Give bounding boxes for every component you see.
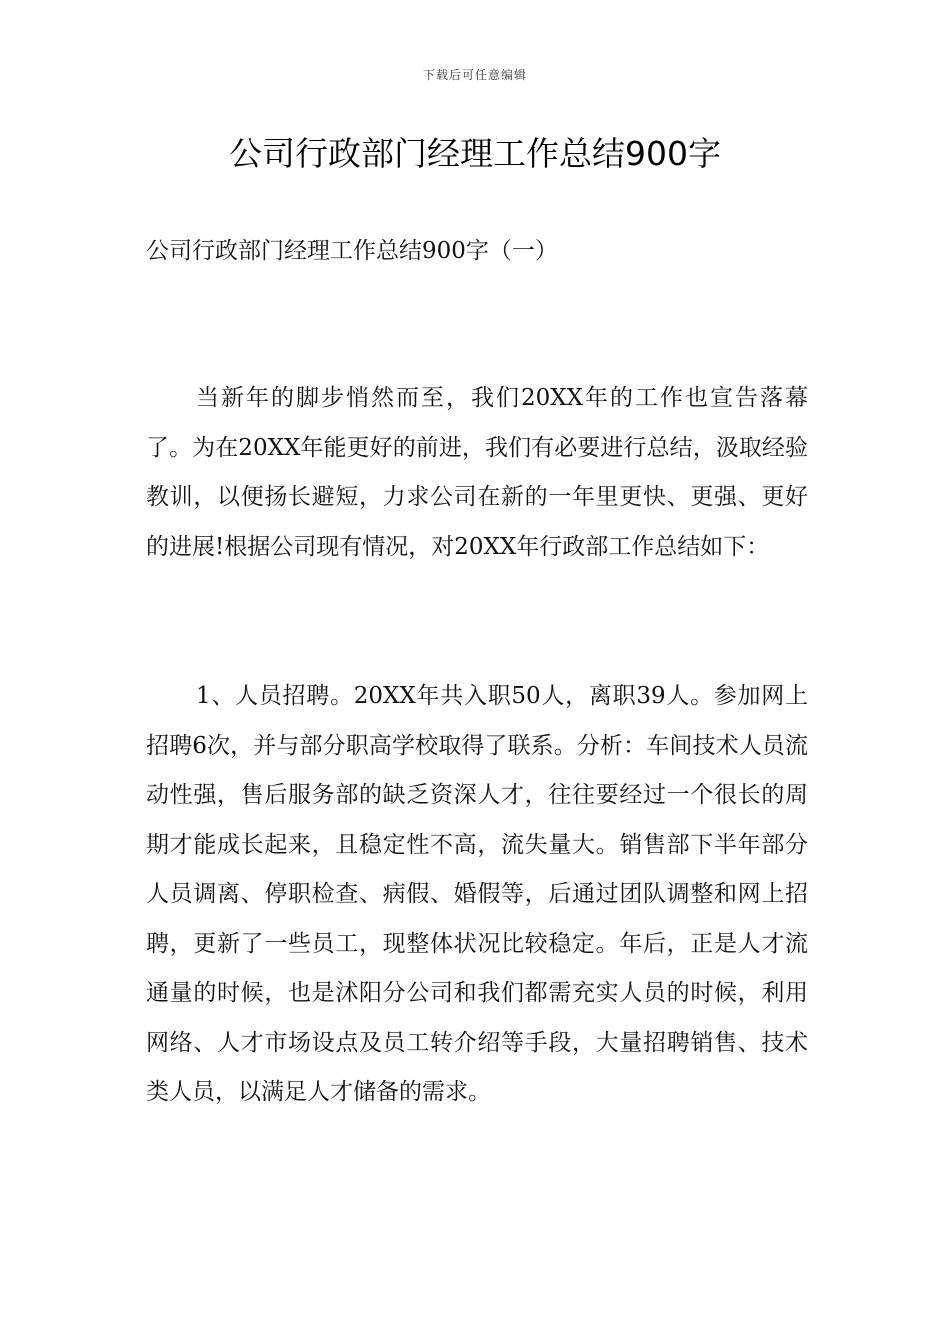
paragraph-intro: 当新年的脚步悄然而至，我们20XX年的工作也宣告落幕了。为在20XX年能更好的前进，我们有必要进行总结，汲取经验教训，以便扬长避短，力求公司在新的一年里更快、更强、更好的进展!根据公司现有情况，对20XX年行政部工作总结如下： — [146, 385, 808, 560]
paragraph-recruitment: 1、人员招聘。20XX年共入职50人，离职39人。参加网上招聘6次，并与部分职高学校取得了联系。分析：车间技术人员流动性强，售后服务部的缺乏资深人才，往往要经过一个很长的周期才能成长起来，且稳定性不高，流失量大。销售部下半年部分人员调离、停职检查、病假、婚假等，后通过团队调整和网上招聘，更新了一些员工，现整体状况比较稳定。年后，正是人才流通量的时候，也是沭阳分公司和我们都需充实人员的时候，利用网络、人才市场设点及员工转介绍等手段，大量招聘销售、技术类人员，以满足人才储备的需求。 — [146, 683, 808, 1105]
section-heading: 公司行政部门经理工作总结900字（一） — [146, 238, 558, 264]
header-note: 下载后可任意编辑 — [422, 68, 527, 82]
document-title: 公司行政部门经理工作总结900字 — [229, 134, 721, 173]
